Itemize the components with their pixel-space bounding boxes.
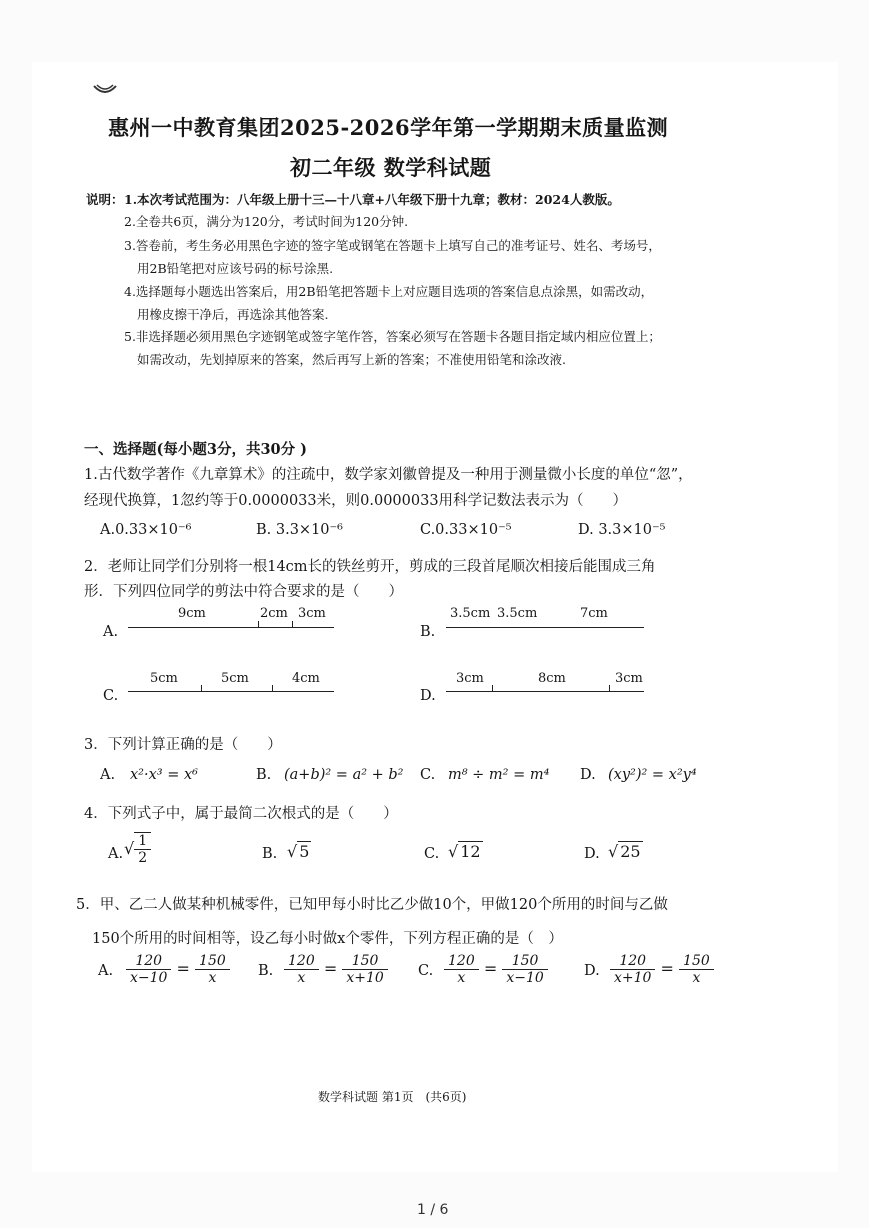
q2-c-cut2 xyxy=(272,685,273,691)
q5-a-right-num: 150 xyxy=(195,953,230,970)
q5-d-right-num: 150 xyxy=(679,953,714,970)
exam-subtitle: 初二年级 数学科试题 xyxy=(290,155,492,180)
note-2: 2.全卷共6页，满分为120分，考试时间为120分钟. xyxy=(124,214,409,229)
q2-d-seg3: 3cm xyxy=(615,671,643,686)
note-3a: 3.答卷前，考生务必用黑色字迹的签字笔或钢笔在答题卡上填写自己的准考证号、姓名、考场号， xyxy=(124,238,661,253)
q4-option-c xyxy=(448,842,483,861)
q4-option-d-label: D. xyxy=(584,846,600,862)
q2-a-seg1: 9cm xyxy=(178,606,206,621)
q3-option-a: x²·x³ = x⁶ xyxy=(130,767,198,783)
q1-option-b: B. 3.3×10⁻⁶ xyxy=(256,522,343,538)
q5-option-b xyxy=(284,953,388,986)
q2-b-seg1: 3.5cm xyxy=(450,606,491,621)
note-1: 1.本次考试范围为：八年级上册十三—十八章+八年级下册十九章；教材：2024人教版。 xyxy=(124,192,620,207)
q5-c-left-den: x xyxy=(457,970,466,986)
sqrt-symbol-icon: √ xyxy=(124,838,135,858)
sqrt-symbol-icon: √ xyxy=(608,842,619,861)
q5-a-left-num: 120 xyxy=(126,953,171,970)
q4-option-c-label: C. xyxy=(424,846,440,862)
q5-b-left-den: x xyxy=(297,970,306,986)
q2-line1: 2．老师让同学们分别将一根14cm长的铁丝剪开，剪成的三段首尾顺次相接后能围成三角 xyxy=(84,559,656,575)
q5-option-d-label: D. xyxy=(584,963,600,979)
q4-option-b xyxy=(287,842,311,861)
q5-d-right-den: x xyxy=(692,970,701,986)
equals-sign: = xyxy=(323,959,338,978)
q2-option-a-label: A. xyxy=(103,624,119,640)
q5-c-right-den: x−10 xyxy=(506,970,544,986)
q2-c-seg1: 5cm xyxy=(150,671,178,686)
q3-option-c: m⁸ ÷ m² = m⁴ xyxy=(448,767,550,783)
q2-c-wire xyxy=(128,691,334,692)
q2-option-c-label: C. xyxy=(103,688,119,704)
q2-b-seg3: 7cm xyxy=(580,606,608,621)
q1-option-c: C.0.33×10⁻⁵ xyxy=(420,522,512,538)
q2-option-d-label: D. xyxy=(420,688,436,704)
q3-option-b: (a+b)² = a² + b² xyxy=(284,767,404,783)
q4-b-radicand: 5 xyxy=(299,842,310,861)
q5-d-left-num: 120 xyxy=(610,953,655,970)
sqrt-symbol-icon: √ xyxy=(287,842,298,861)
q2-option-b-label: B. xyxy=(420,624,436,640)
sqrt-symbol-icon: √ xyxy=(448,842,459,861)
q5-option-c xyxy=(444,953,548,986)
q2-d-cut2 xyxy=(609,685,610,691)
q5-option-a-label: A. xyxy=(98,963,114,979)
notes-prefix: 说明： xyxy=(86,192,124,207)
page-indicator: 1 / 6 xyxy=(417,1202,449,1218)
note-4a: 4.选择题每小题选出答案后，用2B铅笔把答题卡上对应题目选项的答案信息点涂黑，如需改动， xyxy=(124,284,654,299)
q5-option-d xyxy=(610,953,714,986)
q5-b-right-den: x+10 xyxy=(346,970,384,986)
q2-c-seg3: 4cm xyxy=(292,671,320,686)
q2-d-cut1 xyxy=(492,685,493,691)
q4-option-d xyxy=(608,842,643,861)
q5-line2: 150个所用的时间相等，设乙每小时做x个零件，下列方程正确的是（ ） xyxy=(92,931,563,947)
q2-a-seg2: 2cm xyxy=(260,606,288,621)
q4-option-a xyxy=(124,832,151,866)
q5-c-right-num: 150 xyxy=(502,953,547,970)
q5-option-b-label: B. xyxy=(258,963,274,979)
q4-c-radicand: 12 xyxy=(460,842,481,861)
q5-option-a xyxy=(126,953,230,986)
q2-a-cut2 xyxy=(292,621,293,627)
note-5b: 如需改动，先划掉原来的答案，然后再写上新的答案；不准使用铅笔和涂改液. xyxy=(137,352,566,367)
page-footer: 数学科试题 第1页 (共6页) xyxy=(318,1090,467,1104)
equals-sign: = xyxy=(660,959,674,978)
equals-sign: = xyxy=(483,959,498,978)
q1-option-a: A.0.33×10⁻⁶ xyxy=(100,522,192,538)
q2-d-seg2: 8cm xyxy=(538,671,566,686)
q4-stem: 4．下列式子中，属于最简二次根式的是（ ） xyxy=(84,806,398,822)
q5-b-right-num: 150 xyxy=(342,953,387,970)
q4-d-radicand: 25 xyxy=(620,842,641,861)
q2-a-seg3: 3cm xyxy=(298,606,326,621)
q3-stem: 3．下列计算正确的是（ ） xyxy=(84,737,282,753)
q4-a-numerator: 1 xyxy=(134,833,151,850)
q2-c-cut1 xyxy=(201,685,202,691)
q3-option-b-label: B. xyxy=(256,767,272,783)
section-heading: 一、选择题(每小题3分，共30分 ) xyxy=(84,441,308,458)
q2-d-wire xyxy=(446,691,644,692)
note-5a: 5.非选择题必须用黑色字迹钢笔或签字笔作答，答案必须写在答题卡各题目指定域内相应位置上； xyxy=(124,329,661,344)
q5-a-right-den: x xyxy=(208,970,217,986)
q5-b-left-num: 120 xyxy=(284,953,319,970)
q5-a-left-den: x−10 xyxy=(130,970,168,986)
q5-d-left-den: x+10 xyxy=(614,970,652,986)
q4-option-b-label: B. xyxy=(262,846,278,862)
equals-sign: = xyxy=(176,959,190,978)
note-4b: 用橡皮擦干净后，再选涂其他答案. xyxy=(137,307,329,322)
q1-line2: 经现代换算，1忽约等于0.0000033米，则0.0000033用科学记数法表示为（ ） xyxy=(84,493,628,509)
q4-option-a-label: A. xyxy=(108,846,124,862)
q5-c-left-num: 120 xyxy=(444,953,479,970)
q5-option-c-label: C. xyxy=(418,963,434,979)
exam-title: 惠州一中教育集团2025-2026学年第一学期期末质量监测 xyxy=(108,115,669,140)
q3-option-a-label: A. xyxy=(100,767,116,783)
q1-option-d: D. 3.3×10⁻⁵ xyxy=(578,522,666,538)
q2-d-seg1: 3cm xyxy=(456,671,484,686)
q2-a-wire xyxy=(128,627,334,628)
note-3b: 用2B铅笔把对应该号码的标号涂黑. xyxy=(137,261,334,276)
school-logo-icon xyxy=(92,82,118,96)
q1-line1: 1.古代数学著作《九章算术》的注疏中，数学家刘徽曾提及一种用于测量微小长度的单位“忽”， xyxy=(84,467,693,483)
q3-option-d-label: D. xyxy=(580,767,596,783)
q2-a-cut1 xyxy=(258,621,259,627)
q3-option-d: (xy²)² = x²y⁴ xyxy=(608,767,697,783)
q2-line2: 形．下列四位同学的剪法中符合要求的是（ ） xyxy=(84,584,403,600)
q4-a-denominator: 2 xyxy=(138,850,148,866)
q2-b-wire xyxy=(446,627,644,628)
q2-b-seg2: 3.5cm xyxy=(497,606,538,621)
q5-line1: 5．甲、乙二人做某种机械零件，已知甲每小时比乙少做10个，甲做120个所用的时间与乙做 xyxy=(76,897,668,913)
q3-option-c-label: C. xyxy=(420,767,436,783)
q2-c-seg2: 5cm xyxy=(221,671,249,686)
